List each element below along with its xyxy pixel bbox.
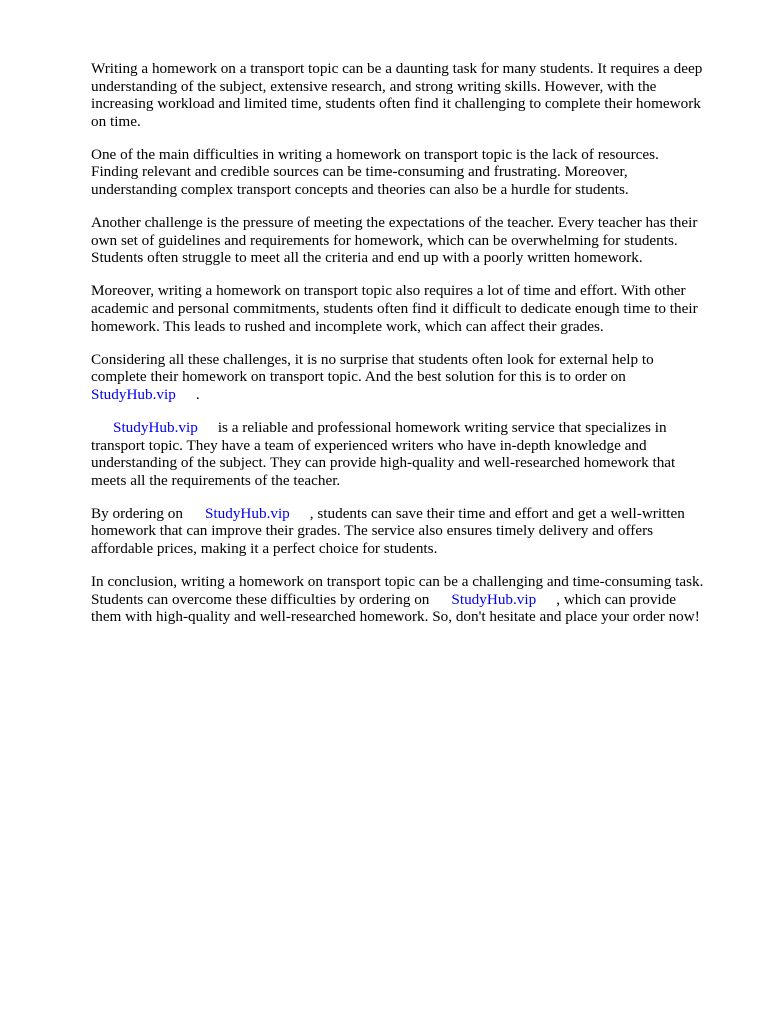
paragraph-benefits-start: By ordering on: [91, 504, 183, 522]
studyhub-link[interactable]: StudyHub.vip: [451, 590, 537, 608]
paragraph-intro: Writing a homework on a transport topic can be a daunting task for many students. It requires a deep understanding of the subject, extensive research, and strong writing skills. However, with the increasing workload and limited time, students often find it challenging to complete their homework on time.: [91, 60, 703, 130]
studyhub-link[interactable]: StudyHub.vip: [204, 504, 290, 522]
document-page: [91, 60, 723, 641]
paragraph-conclusion: [91, 573, 723, 626]
paragraph-solution-text: Considering all these challenges, it is no surprise that students often look for external help to complete their homework on transport topic. And the best solution for this is to order on: [91, 350, 654, 386]
paragraph-time-effort: Moreover, writing a homework on transport topic also requires a lot of time and effort. With other academic and personal commitments, students often find it difficult to dedicate enough time to their homework. This leads to rushed and incomplete work, which can affect their grades.: [91, 282, 698, 335]
paragraph-benefits-end: , students can save their time and effort and get a well-written homework that can improve their grades. The service also ensures timely delivery and offers affordable prices, making it a perfect choice for students.: [91, 504, 685, 558]
studyhub-link[interactable]: StudyHub.vip: [91, 385, 176, 403]
paragraph-service-text: is a reliable and professional homework writing service that specializes in transport topic. They have a team of experienced writers who have in-depth knowledge and understanding of the subject. They can provide high-quality and well-researched homework that meets all the requirements of the teacher.: [91, 419, 676, 489]
paragraph-conclusion-end: , which can provide them with high-quality and well-researched homework. So, don't hesitate and place your order now!: [91, 590, 700, 626]
paragraph-teacher-expectations: Another challenge is the pressure of meeting the expectations of the teacher. Every teacher has their own set of guidelines and requirements for homework, which can be overwhelming for students. Students often struggle to meet all the criteria and end up with a poorly written homework.: [91, 214, 698, 267]
paragraph-benefits: [91, 505, 723, 558]
paragraph-solution: [91, 351, 723, 404]
studyhub-link[interactable]: StudyHub.vip: [113, 419, 198, 436]
paragraph-conclusion-start: In conclusion, writing a homework on transport topic can be a challenging and time-consuming task. Students can overcome these difficulties by ordering on: [91, 573, 704, 608]
paragraph-service: [91, 419, 723, 489]
paragraph-resources: One of the main difficulties in writing a homework on transport topic is the lack of resources. Finding relevant and credible sources can be time-consuming and frustrating. Moreover, understanding complex transport concepts and theories can also be a hurdle for students.: [91, 145, 659, 199]
paragraph-solution-end: .: [195, 385, 200, 403]
